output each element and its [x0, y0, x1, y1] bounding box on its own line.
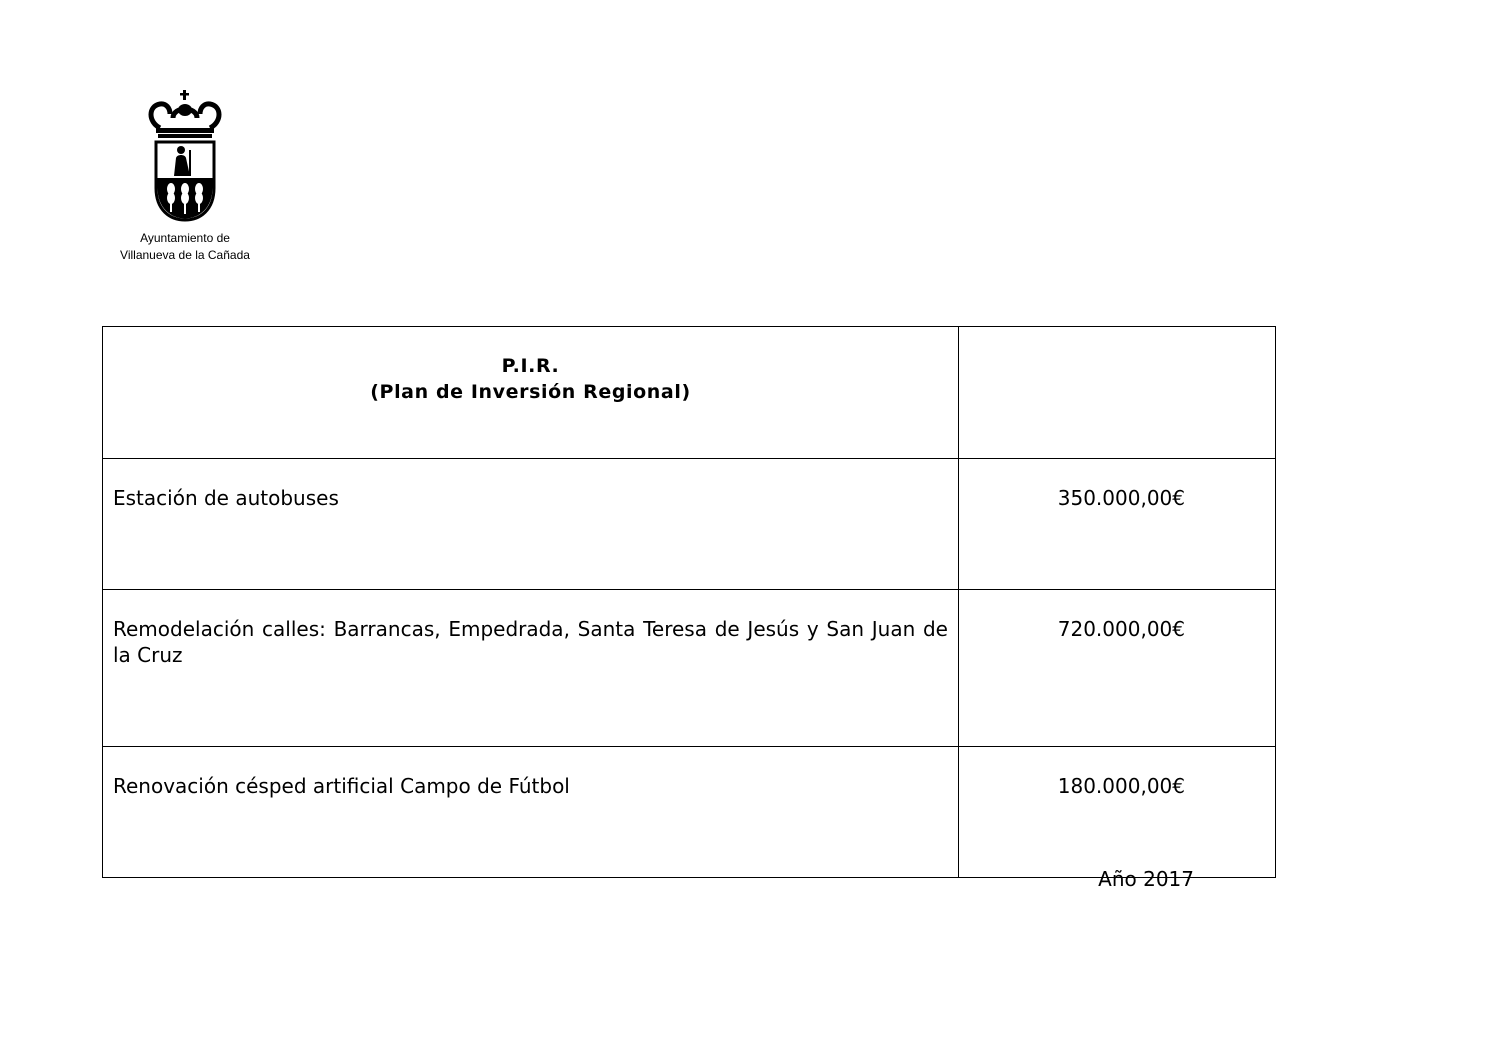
table-header-row — [103, 327, 1276, 459]
table-row — [103, 747, 1276, 878]
coat-of-arms-logo — [140, 88, 230, 228]
row-description: Remodelación calles: Barrancas, Empedrada, Santa Teresa de Jesús y San Juan de la Cruz — [103, 590, 959, 747]
coat-of-arms-icon — [140, 88, 230, 228]
table-title-line-2: (Plan de Inversión Regional) — [370, 381, 691, 403]
row-amount: 180.000,00€ — [959, 747, 1276, 878]
table-title-cell — [103, 327, 959, 459]
table-title-line-1: P.I.R. — [501, 355, 560, 377]
row-amount: 720.000,00€ — [959, 590, 1276, 747]
org-line-2: Villanueva de la Cañada — [120, 248, 250, 262]
table-header-amount-cell — [959, 327, 1276, 459]
table-row — [103, 590, 1276, 747]
org-line-1: Ayuntamiento de — [140, 231, 230, 245]
table-row — [103, 459, 1276, 590]
row-description: Renovación césped artificial Campo de Fútbol — [103, 747, 959, 878]
investment-table — [102, 326, 1276, 878]
row-amount: 350.000,00€ — [959, 459, 1276, 590]
organization-name — [100, 230, 270, 264]
document-year: Año 2017 — [1098, 867, 1194, 891]
row-description: Estación de autobuses — [103, 459, 959, 590]
